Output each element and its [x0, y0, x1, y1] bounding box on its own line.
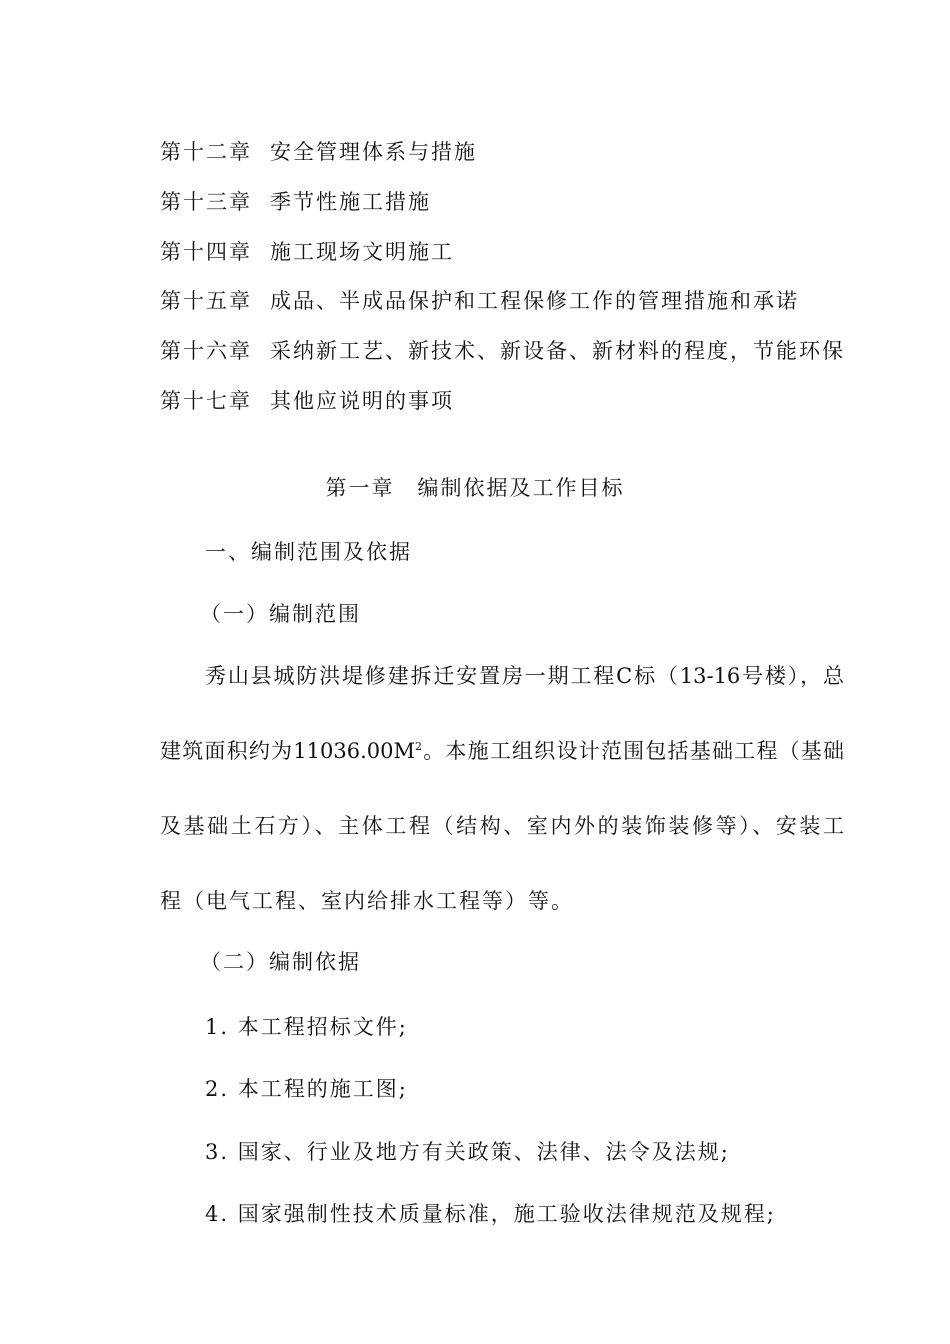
list-item: 1. 本工程招标文件; — [205, 1015, 408, 1039]
list-item: 4. 国家强制性技术质量标准，施工验收法律规范及规程; — [205, 1202, 776, 1226]
toc-line-17 — [160, 385, 454, 415]
subsection-heading-scope: （一）编制范围 — [200, 602, 361, 626]
paragraph-text: 建筑面积约为11036.00M — [160, 739, 415, 763]
paragraph-line-1: 秀山县城防洪堤修建拆迁安置房一期工程C标（13-16号楼），总 — [205, 664, 844, 688]
toc-line-15 — [160, 285, 799, 315]
toc-chapter-number: 第十二章 — [160, 140, 252, 164]
toc-chapter-title: 施工现场文明施工 — [270, 240, 454, 264]
chapter-title: 第一章 编制依据及工作目标 — [325, 476, 625, 500]
paragraph-line-3: 及基础土石方）、主体工程（结构、室内外的装饰装修等）、安装工 — [160, 814, 844, 838]
toc-chapter-number: 第十七章 — [160, 389, 252, 413]
toc-line-13 — [160, 186, 431, 216]
toc-chapter-title: 安全管理体系与措施 — [270, 140, 477, 164]
toc-line-16 — [160, 335, 845, 365]
list-item: 3. 国家、行业及地方有关政策、法律、法令及法规; — [205, 1140, 730, 1164]
list-item: 2. 本工程的施工图; — [205, 1077, 408, 1101]
subsection-heading-basis: （二）编制依据 — [200, 950, 361, 974]
paragraph-text: 。本施工组织设计范围包括基础工程（基础 — [421, 739, 845, 763]
toc-chapter-number: 第十四章 — [160, 240, 252, 264]
toc-chapter-title: 其他应说明的事项 — [270, 389, 454, 413]
toc-line-12 — [160, 136, 477, 166]
toc-chapter-number: 第十六章 — [160, 339, 252, 363]
toc-chapter-title: 采纳新工艺、新技术、新设备、新材料的程度，节能环保 — [270, 339, 845, 363]
toc-chapter-title: 季节性施工措施 — [270, 190, 431, 214]
toc-chapter-number: 第十五章 — [160, 289, 252, 313]
paragraph-line-4: 程（电气工程、室内给排水工程等）等。 — [160, 889, 574, 913]
toc-chapter-number: 第十三章 — [160, 190, 252, 214]
toc-line-14 — [160, 236, 454, 266]
section-heading: 一、编制范围及依据 — [205, 540, 412, 564]
paragraph-line-2 — [160, 735, 844, 765]
superscript: 2 — [414, 740, 422, 753]
toc-chapter-title: 成品、半成品保护和工程保修工作的管理措施和承诺 — [270, 289, 799, 313]
